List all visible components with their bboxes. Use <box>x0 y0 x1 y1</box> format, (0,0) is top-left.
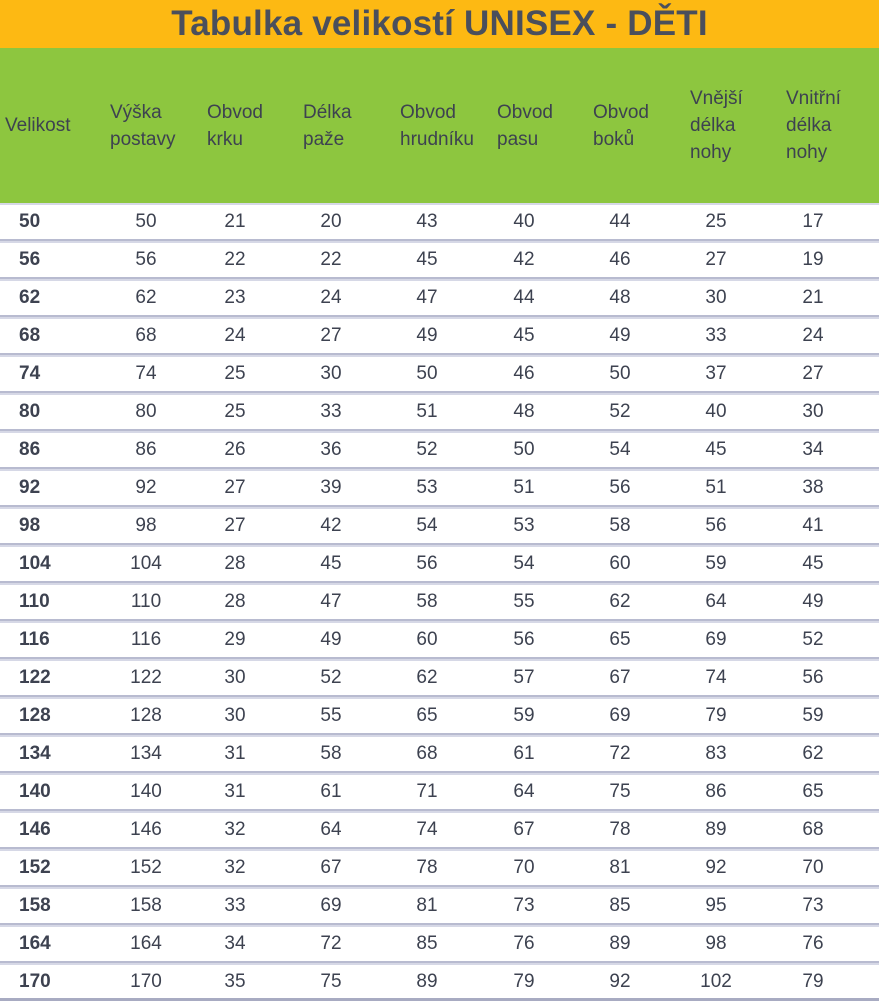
table-row <box>0 203 879 241</box>
value-cell-obvod-boku: 44 <box>609 211 631 232</box>
value-cell-obvod-pasu: 40 <box>513 211 535 232</box>
size-cell: 122 <box>19 667 51 688</box>
value-cell-vnitrni-delka-nohy: 19 <box>802 249 824 270</box>
value-cell-vyska-postavy: 128 <box>130 705 162 726</box>
value-cell-delka-paze: 33 <box>320 401 342 422</box>
value-cell-obvod-hrudniku: 71 <box>416 781 438 802</box>
value-cell-obvod-krku: 25 <box>224 363 246 384</box>
value-cell-vnejsi-delka-nohy: 102 <box>700 971 732 992</box>
value-cell-vnejsi-delka-nohy: 30 <box>705 287 727 308</box>
value-cell-obvod-krku: 28 <box>224 553 246 574</box>
value-cell-obvod-boku: 62 <box>609 591 631 612</box>
value-cell-delka-paze: 69 <box>320 895 342 916</box>
size-cell: 62 <box>19 287 41 308</box>
value-cell-obvod-hrudniku: 74 <box>416 819 438 840</box>
value-cell-obvod-krku: 35 <box>224 971 246 992</box>
value-cell-obvod-hrudniku: 43 <box>416 211 438 232</box>
value-cell-vnejsi-delka-nohy: 33 <box>705 325 727 346</box>
value-cell-obvod-hrudniku: 56 <box>416 553 438 574</box>
size-cell: 104 <box>19 553 51 574</box>
value-cell-delka-paze: 64 <box>320 819 342 840</box>
size-cell: 140 <box>19 781 51 802</box>
value-cell-obvod-pasu: 42 <box>513 249 535 270</box>
value-cell-obvod-pasu: 73 <box>513 895 535 916</box>
value-cell-vyska-postavy: 170 <box>130 971 162 992</box>
table-header <box>0 48 879 203</box>
value-cell-vyska-postavy: 158 <box>130 895 162 916</box>
table-row <box>0 963 879 1001</box>
value-cell-delka-paze: 45 <box>320 553 342 574</box>
value-cell-vnejsi-delka-nohy: 69 <box>705 629 727 650</box>
value-cell-vnejsi-delka-nohy: 25 <box>705 211 727 232</box>
column-header-delka-paze: Délka paže <box>303 101 352 150</box>
value-cell-obvod-krku: 26 <box>224 439 246 460</box>
value-cell-vnitrni-delka-nohy: 24 <box>802 325 824 346</box>
value-cell-vnitrni-delka-nohy: 27 <box>802 363 824 384</box>
value-cell-vnitrni-delka-nohy: 52 <box>802 629 824 650</box>
value-cell-vnejsi-delka-nohy: 59 <box>705 553 727 574</box>
value-cell-obvod-boku: 58 <box>609 515 631 536</box>
column-header-obvod-krku: Obvod krku <box>207 101 263 150</box>
page-title: Tabulka velikostí UNISEX - DĚTI <box>171 4 708 43</box>
value-cell-delka-paze: 75 <box>320 971 342 992</box>
value-cell-vnejsi-delka-nohy: 86 <box>705 781 727 802</box>
value-cell-obvod-boku: 46 <box>609 249 631 270</box>
size-cell: 146 <box>19 819 51 840</box>
table-row <box>0 583 879 621</box>
value-cell-vnejsi-delka-nohy: 92 <box>705 857 727 878</box>
value-cell-delka-paze: 20 <box>320 211 342 232</box>
value-cell-obvod-boku: 92 <box>609 971 631 992</box>
table-row <box>0 811 879 849</box>
value-cell-obvod-krku: 30 <box>224 667 246 688</box>
value-cell-obvod-hrudniku: 49 <box>416 325 438 346</box>
value-cell-delka-paze: 42 <box>320 515 342 536</box>
value-cell-obvod-hrudniku: 68 <box>416 743 438 764</box>
table-row <box>0 469 879 507</box>
size-cell: 116 <box>19 629 50 650</box>
column-header-vyska-postavy: Výška postavy <box>110 101 176 150</box>
value-cell-obvod-krku: 34 <box>224 933 246 954</box>
table-row <box>0 887 879 925</box>
value-cell-obvod-hrudniku: 45 <box>416 249 438 270</box>
size-cell: 92 <box>19 477 41 498</box>
value-cell-obvod-krku: 32 <box>224 819 246 840</box>
value-cell-obvod-boku: 67 <box>609 667 631 688</box>
size-cell: 164 <box>19 933 51 954</box>
value-cell-obvod-boku: 78 <box>609 819 631 840</box>
value-cell-obvod-boku: 54 <box>609 439 631 460</box>
value-cell-obvod-pasu: 46 <box>513 363 535 384</box>
value-cell-vnitrni-delka-nohy: 73 <box>802 895 824 916</box>
value-cell-obvod-krku: 27 <box>224 477 246 498</box>
size-table-body <box>0 203 879 1001</box>
table-row <box>0 507 879 545</box>
value-cell-vnitrni-delka-nohy: 17 <box>802 211 824 232</box>
size-cell: 98 <box>19 515 41 536</box>
column-header-obvod-boku: Obvod boků <box>593 101 649 150</box>
value-cell-vnitrni-delka-nohy: 38 <box>802 477 824 498</box>
value-cell-obvod-krku: 25 <box>224 401 246 422</box>
value-cell-obvod-pasu: 50 <box>513 439 535 460</box>
value-cell-delka-paze: 30 <box>320 363 342 384</box>
value-cell-vyska-postavy: 50 <box>135 211 157 232</box>
value-cell-obvod-krku: 27 <box>224 515 246 536</box>
value-cell-vnejsi-delka-nohy: 37 <box>705 363 727 384</box>
value-cell-obvod-pasu: 51 <box>513 477 535 498</box>
size-cell: 68 <box>19 325 41 346</box>
value-cell-obvod-boku: 60 <box>609 553 631 574</box>
value-cell-vnitrni-delka-nohy: 70 <box>802 857 824 878</box>
value-cell-obvod-hrudniku: 58 <box>416 591 438 612</box>
value-cell-delka-paze: 72 <box>320 933 342 954</box>
value-cell-obvod-hrudniku: 65 <box>416 705 438 726</box>
value-cell-obvod-hrudniku: 62 <box>416 667 438 688</box>
value-cell-obvod-hrudniku: 60 <box>416 629 438 650</box>
value-cell-vnitrni-delka-nohy: 76 <box>802 933 824 954</box>
value-cell-obvod-boku: 56 <box>609 477 631 498</box>
value-cell-obvod-krku: 32 <box>224 857 246 878</box>
value-cell-delka-paze: 49 <box>320 629 342 650</box>
value-cell-vnejsi-delka-nohy: 89 <box>705 819 727 840</box>
value-cell-vnejsi-delka-nohy: 27 <box>705 249 727 270</box>
value-cell-vnejsi-delka-nohy: 95 <box>705 895 727 916</box>
value-cell-obvod-boku: 69 <box>609 705 631 726</box>
table-row <box>0 545 879 583</box>
value-cell-delka-paze: 27 <box>320 325 342 346</box>
table-row <box>0 697 879 735</box>
value-cell-obvod-pasu: 53 <box>513 515 535 536</box>
size-cell: 50 <box>19 211 41 232</box>
value-cell-vyska-postavy: 146 <box>130 819 162 840</box>
value-cell-vnitrni-delka-nohy: 56 <box>802 667 824 688</box>
value-cell-delka-paze: 67 <box>320 857 342 878</box>
value-cell-vyska-postavy: 140 <box>130 781 162 802</box>
size-cell: 86 <box>19 439 41 460</box>
value-cell-delka-paze: 52 <box>320 667 342 688</box>
value-cell-vnitrni-delka-nohy: 79 <box>802 971 824 992</box>
value-cell-vyska-postavy: 68 <box>135 325 157 346</box>
value-cell-obvod-boku: 81 <box>609 857 631 878</box>
table-row <box>0 241 879 279</box>
size-cell: 152 <box>19 857 51 878</box>
value-cell-obvod-pasu: 64 <box>513 781 535 802</box>
value-cell-vyska-postavy: 152 <box>130 857 162 878</box>
table-row <box>0 925 879 963</box>
value-cell-vnejsi-delka-nohy: 51 <box>705 477 727 498</box>
value-cell-delka-paze: 39 <box>320 477 342 498</box>
value-cell-vyska-postavy: 80 <box>135 401 157 422</box>
value-cell-obvod-pasu: 61 <box>513 743 535 764</box>
size-cell: 158 <box>19 895 51 916</box>
size-cell: 170 <box>19 971 51 992</box>
value-cell-vnejsi-delka-nohy: 74 <box>705 667 727 688</box>
value-cell-vnitrni-delka-nohy: 21 <box>802 287 824 308</box>
size-cell: 134 <box>19 743 51 764</box>
value-cell-vyska-postavy: 122 <box>130 667 162 688</box>
value-cell-obvod-krku: 22 <box>224 249 246 270</box>
value-cell-vnitrni-delka-nohy: 49 <box>802 591 824 612</box>
size-cell: 56 <box>19 249 41 270</box>
column-header-obvod-pasu: Obvod pasu <box>497 101 553 150</box>
value-cell-obvod-boku: 89 <box>609 933 631 954</box>
value-cell-vyska-postavy: 116 <box>130 629 162 650</box>
size-cell: 110 <box>19 591 50 612</box>
title-bar <box>0 0 879 48</box>
value-cell-obvod-krku: 21 <box>224 211 246 232</box>
value-cell-vyska-postavy: 86 <box>135 439 157 460</box>
value-cell-obvod-krku: 29 <box>224 629 246 650</box>
value-cell-delka-paze: 24 <box>320 287 342 308</box>
value-cell-vnejsi-delka-nohy: 79 <box>705 705 727 726</box>
value-cell-obvod-pasu: 55 <box>513 591 535 612</box>
value-cell-obvod-pasu: 45 <box>513 325 535 346</box>
table-row <box>0 849 879 887</box>
value-cell-obvod-pasu: 44 <box>513 287 535 308</box>
value-cell-obvod-hrudniku: 52 <box>416 439 438 460</box>
value-cell-vnitrni-delka-nohy: 45 <box>802 553 824 574</box>
size-cell: 128 <box>19 705 51 726</box>
value-cell-obvod-krku: 33 <box>224 895 246 916</box>
value-cell-vyska-postavy: 98 <box>135 515 157 536</box>
value-cell-vnejsi-delka-nohy: 64 <box>705 591 727 612</box>
value-cell-vnejsi-delka-nohy: 98 <box>705 933 727 954</box>
value-cell-obvod-boku: 52 <box>609 401 631 422</box>
value-cell-obvod-krku: 24 <box>224 325 246 346</box>
table-row <box>0 621 879 659</box>
value-cell-delka-paze: 36 <box>320 439 342 460</box>
value-cell-vnitrni-delka-nohy: 59 <box>802 705 824 726</box>
value-cell-obvod-hrudniku: 54 <box>416 515 438 536</box>
value-cell-obvod-hrudniku: 85 <box>416 933 438 954</box>
value-cell-vnitrni-delka-nohy: 68 <box>802 819 824 840</box>
value-cell-obvod-hrudniku: 78 <box>416 857 438 878</box>
table-row <box>0 773 879 811</box>
value-cell-delka-paze: 47 <box>320 591 342 612</box>
table-row <box>0 317 879 355</box>
value-cell-delka-paze: 22 <box>320 249 342 270</box>
value-cell-vyska-postavy: 62 <box>135 287 157 308</box>
value-cell-obvod-pasu: 48 <box>513 401 535 422</box>
size-cell: 80 <box>19 401 41 422</box>
table-row <box>0 659 879 697</box>
table-row <box>0 279 879 317</box>
value-cell-obvod-boku: 50 <box>609 363 631 384</box>
value-cell-obvod-pasu: 54 <box>513 553 535 574</box>
value-cell-vnitrni-delka-nohy: 30 <box>802 401 824 422</box>
value-cell-obvod-boku: 48 <box>609 287 631 308</box>
table-row <box>0 355 879 393</box>
value-cell-vnejsi-delka-nohy: 40 <box>705 401 727 422</box>
value-cell-obvod-pasu: 70 <box>513 857 535 878</box>
column-header-velikost: Velikost <box>5 115 71 136</box>
value-cell-delka-paze: 58 <box>320 743 342 764</box>
value-cell-vyska-postavy: 74 <box>135 363 157 384</box>
value-cell-vnitrni-delka-nohy: 62 <box>802 743 824 764</box>
value-cell-vyska-postavy: 134 <box>130 743 162 764</box>
value-cell-obvod-boku: 72 <box>609 743 631 764</box>
value-cell-obvod-boku: 85 <box>609 895 631 916</box>
value-cell-obvod-hrudniku: 50 <box>416 363 438 384</box>
column-header-obvod-hrudniku: Obvod hrudníku <box>400 101 474 150</box>
value-cell-vnejsi-delka-nohy: 56 <box>705 515 727 536</box>
column-header-vnitrni-delka-nohy: Vnitřní délka nohy <box>786 88 841 163</box>
value-cell-obvod-pasu: 56 <box>513 629 535 650</box>
value-cell-delka-paze: 61 <box>320 781 342 802</box>
value-cell-obvod-hrudniku: 47 <box>416 287 438 308</box>
column-header-vnejsi-delka-nohy: Vnější délka nohy <box>690 88 743 163</box>
value-cell-vnitrni-delka-nohy: 41 <box>802 515 824 536</box>
value-cell-obvod-boku: 49 <box>609 325 631 346</box>
value-cell-obvod-pasu: 79 <box>513 971 535 992</box>
value-cell-obvod-boku: 65 <box>609 629 631 650</box>
value-cell-obvod-pasu: 76 <box>513 933 535 954</box>
value-cell-vnitrni-delka-nohy: 34 <box>802 439 824 460</box>
value-cell-obvod-pasu: 59 <box>513 705 535 726</box>
value-cell-obvod-hrudniku: 81 <box>416 895 438 916</box>
size-cell: 74 <box>19 363 41 384</box>
value-cell-vyska-postavy: 110 <box>130 591 162 612</box>
value-cell-obvod-boku: 75 <box>609 781 631 802</box>
value-cell-obvod-krku: 23 <box>224 287 246 308</box>
value-cell-obvod-krku: 31 <box>224 781 246 802</box>
value-cell-obvod-hrudniku: 89 <box>416 971 438 992</box>
value-cell-obvod-hrudniku: 53 <box>416 477 438 498</box>
value-cell-vnejsi-delka-nohy: 83 <box>705 743 727 764</box>
value-cell-obvod-pasu: 67 <box>513 819 535 840</box>
value-cell-vyska-postavy: 92 <box>135 477 157 498</box>
value-cell-obvod-krku: 28 <box>224 591 246 612</box>
table-row <box>0 393 879 431</box>
value-cell-vyska-postavy: 104 <box>130 553 162 574</box>
table-row <box>0 431 879 469</box>
value-cell-obvod-hrudniku: 51 <box>416 401 438 422</box>
value-cell-obvod-krku: 30 <box>224 705 246 726</box>
table-row <box>0 735 879 773</box>
value-cell-delka-paze: 55 <box>320 705 342 726</box>
value-cell-obvod-krku: 31 <box>224 743 246 764</box>
value-cell-vyska-postavy: 164 <box>130 933 162 954</box>
value-cell-obvod-pasu: 57 <box>513 667 535 688</box>
value-cell-vnejsi-delka-nohy: 45 <box>705 439 727 460</box>
value-cell-vnitrni-delka-nohy: 65 <box>802 781 824 802</box>
value-cell-vyska-postavy: 56 <box>135 249 157 270</box>
